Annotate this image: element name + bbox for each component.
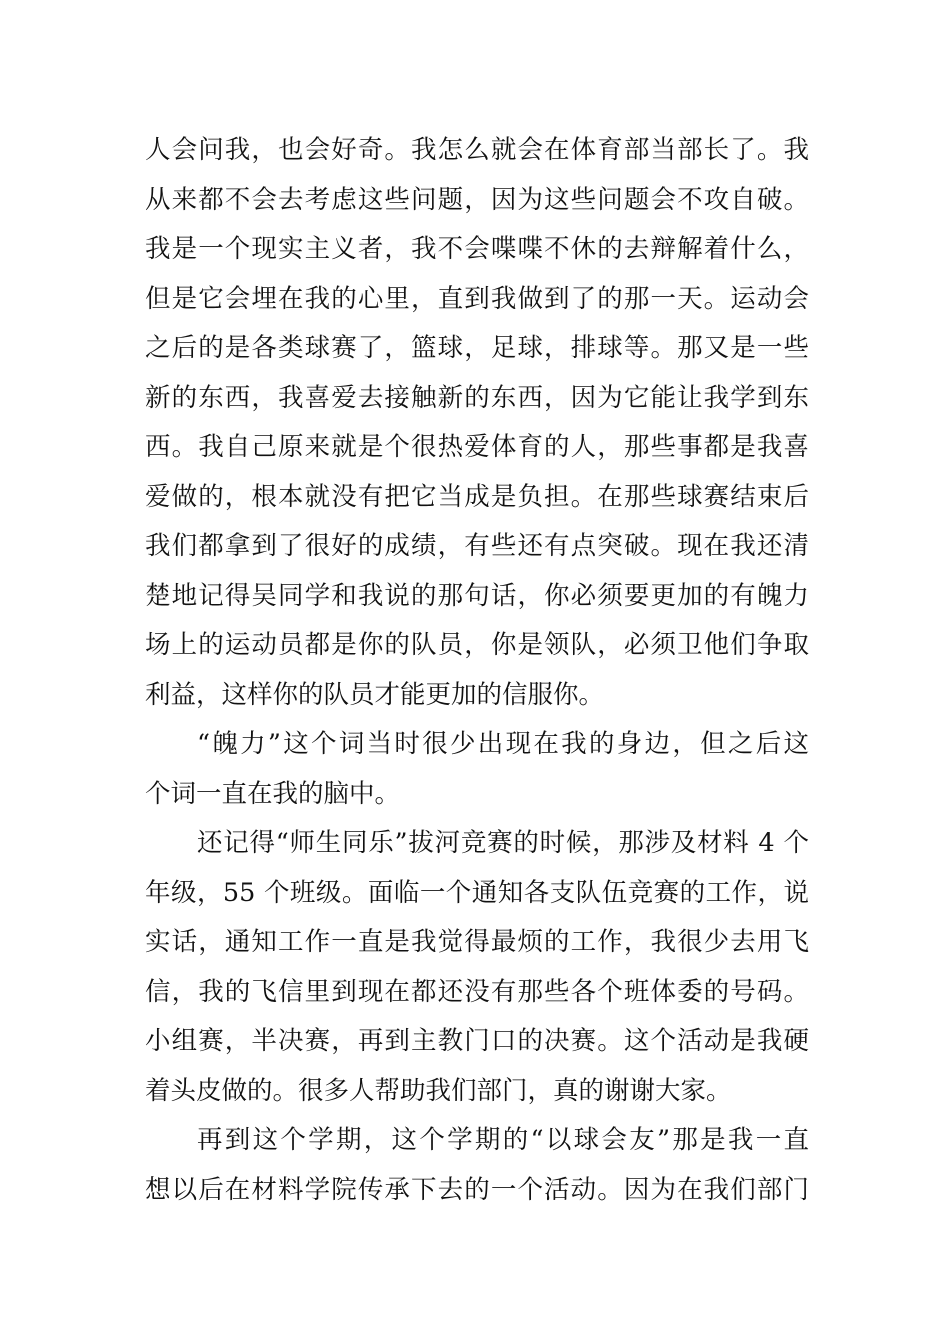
text-line: 想以后在材料学院传承下去的一个活动。因为在我们部门	[145, 1174, 809, 1205]
text-line: 利益，这样你的队员才能更加的信服你。	[145, 679, 605, 710]
text-line: 但是它会埋在我的心里，直到我做到了的那一天。运动会	[145, 283, 809, 314]
text-line: “魄力”这个词当时很少出现在我的身边，但之后这	[197, 729, 809, 759]
text-line: 西。我自己原来就是个很热爱体育的人，那些事都是我喜	[145, 432, 809, 462]
text-line: 再到这个学期，这个学期的“以球会友”那是我一直	[197, 1125, 809, 1155]
paragraph-4	[145, 1116, 809, 1215]
text-line: 场上的运动员都是你的队员，你是领队，必须卫他们争取	[145, 630, 809, 660]
text-line: 之后的是各类球赛了，篮球，足球，排球等。那又是一些	[145, 333, 809, 363]
text-line: 着头皮做的。很多人帮助我们部门，真的谢谢大家。	[145, 1075, 732, 1106]
text-line: 我们都拿到了很好的成绩，有些还有点突破。现在我还清	[145, 531, 809, 561]
text-line: 信，我的飞信里到现在都还没有那些各个班体委的号码。	[145, 976, 809, 1007]
text-line: 新的东西，我喜爱去接触新的东西，因为它能让我学到东	[145, 382, 809, 413]
text-line: 个词一直在我的脑中。	[145, 778, 401, 809]
text-line: 从来都不会去考虑这些问题，因为这些问题会不攻自破。	[145, 184, 809, 215]
text-line: 爱做的，根本就没有把它当成是负担。在那些球赛结束后	[145, 481, 809, 512]
paragraph-2	[145, 720, 809, 819]
text-line: 楚地记得吴同学和我说的那句话，你必须要更加的有魄力	[145, 580, 809, 611]
text-line: 我是一个现实主义者，我不会喋喋不休的去辩解着什么，	[145, 234, 809, 264]
text-line: 人会问我，也会好奇。我怎么就会在体育部当部长了。我	[145, 135, 809, 165]
paragraph-3	[145, 819, 809, 1116]
text-line: 还记得“师生同乐”拔河竞赛的时候，那涉及材料 4 个	[197, 828, 809, 858]
document-body	[145, 126, 809, 1215]
text-line: 实话，通知工作一直是我觉得最烦的工作，我很少去用飞	[145, 927, 809, 957]
text-line: 年级，55 个班级。面临一个通知各支队伍竞赛的工作，说	[145, 877, 809, 908]
paragraph-1	[145, 126, 809, 720]
text-line: 小组赛，半决赛，再到主教门口的决赛。这个活动是我硬	[145, 1026, 809, 1056]
